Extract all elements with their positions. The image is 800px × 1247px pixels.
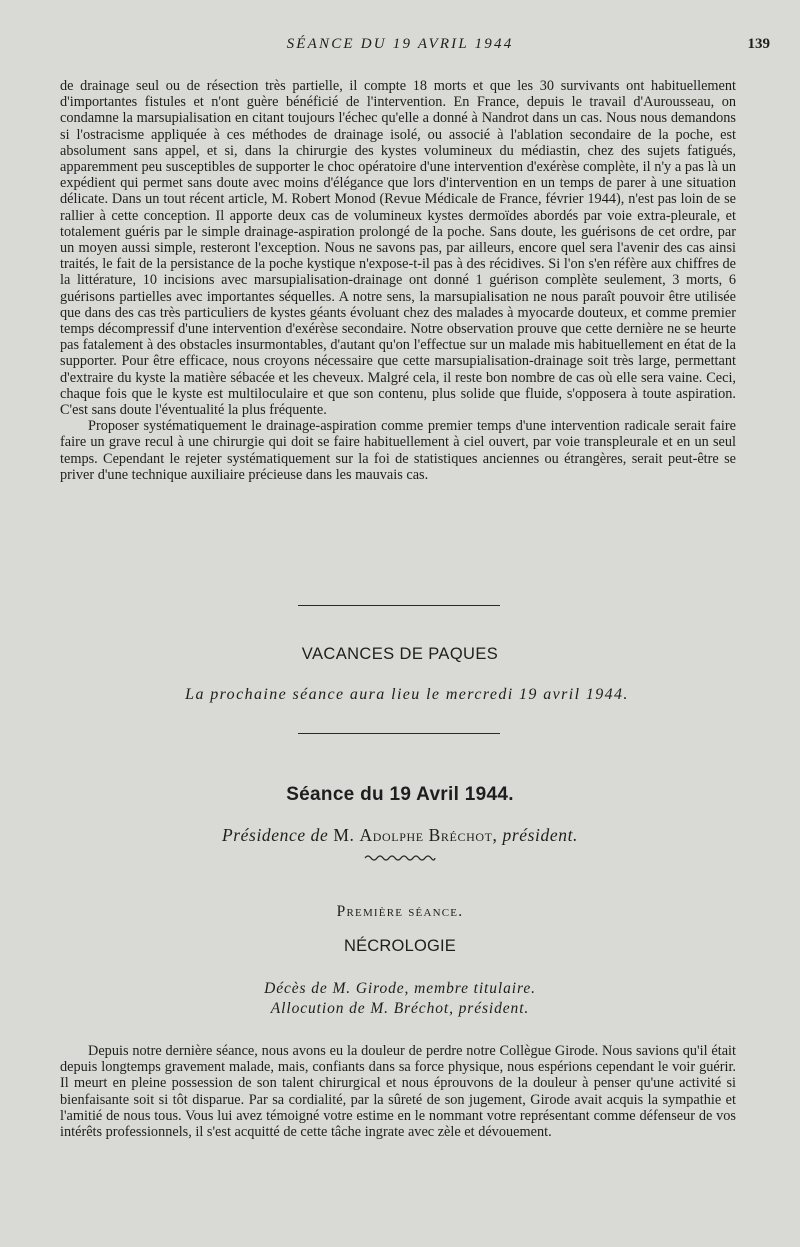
president-name: Adolphe Bréchot, — [359, 825, 498, 845]
section-divider — [298, 733, 500, 734]
vacances-heading: VACANCES DE PAQUES — [301, 645, 499, 663]
presidence-label: Présidence de — [221, 825, 329, 845]
page-number: 139 — [747, 36, 770, 52]
running-head — [0, 36, 800, 58]
paragraph: de drainage seul ou de résection très partielle, il compte 18 morts et que les 30 survivants ont habituellement d'importantes fistules et n'ont guère bénéficié de l'intervention. En France, depuis le travail d'Aurousseau, on condamne la marsupialisation en citant toujours l'échec qu'elle a donné à Nandrot dans un cas. Nous nous demandons si l'ostracisme appliquée à ces méthodes de drainage isolé, ou associé à l'ablation secondaire de la poche, est absolument sans appel, et si, dans la chirurgie des kystes volumineux du médiastin, chez des sujets fatigués, apparemment peu susceptibles de supporter le choc opératoire d'une intervention d'exérèse complète, il n'y a pas là un expédient qui permet sans doute avec moins d'élégance que lors d'intervention en un temps de parer à une situation délicate. Dans un tout récent article, M. Robert Monod (Revue Médicale de France, février 1944), n'est pas loin de se rallier à cette conception. Il apporte deux cas de volumineux kystes dermoïdes abordés par voie extra-pleurale, et totalement guéris par le simple drainage-aspiration prolongé de la poche. Sans doute, les guérisons de cet ordre, par un moyen aussi simple, resteront l'exception. Nous ne savons pas, par ailleurs, encore quel sera l'avenir des cas ainsi traités, le fait de la persistance de la poche kystique n'expose-t-il pas à des récidives. Si l'on s'en réfère aux chiffres de la littérature, 10 incisions avec marsupialisation-drainage ont donné 1 guérison complète seulement, 3 morts, 6 guérisons partielles avec importantes séquelles. A notre sens, la marsupialisation ne nous paraît pouvoir être utilisée que dans des cas très particuliers de kystes géants évoluant chez des malades à myocarde douteux, et comme premier temps décompressif d'une intervention d'exérèse secondaire. Notre observation prouve que cette dernière ne se heurte pas fatalement à des obstacles insurmontables, d'autant qu'on l'effectue sur un malade mis habituellement en état de la supporter. Pour être efficace, nous croyons nécessaire que cette marsupialisation-drainage soit très large, permettant d'extraire du kyste la matière sébacée et les cheveux. Malgré cela, il reste bon nombre de cas où elle sera vaine. Ceci, chaque fois que le kyste est multiloculaire et que son contenu, plus solide que fluide, s'opposera à toute aspiration. C'est sans doute l'éventualité la plus fréquente. — [60, 78, 736, 419]
necrologie-heading: NÉCROLOGIE — [343, 937, 457, 955]
wavy-ornament-icon — [364, 853, 436, 863]
presidence-line — [0, 825, 800, 846]
wavy-ornament — [0, 853, 800, 867]
seance-heading: Séance du 19 Avril 1944. — [286, 784, 514, 805]
vacances-note: La prochaine séance aura lieu le mercredi 19 avril 1944. — [185, 686, 629, 703]
paragraph: Depuis notre dernière séance, nous avons eu la douleur de perdre notre Collègue Girode. Nous savions qu'il était depuis longtemps gravement malade, mais, confiants dans sa force physique, nous espérions cependant le voir guérir. Il meurt en pleine possession de son talent chirurgical et nous éprouvons de la douleur à penser qu'une activité si bienfaisante soit si tôt disparue. Par sa cordialité, par la sûreté de son jugement, Girode avait acquis la sympathie et l'amitié de nous tous. Vous lui avez témoigné votre estime en le nommant votre représentant comme défenseur de vos intérêts professionnels, il s'est acquitté de cette tâche ingrate avec zèle et dévouement. — [60, 1043, 736, 1141]
president-title: M. — [333, 825, 355, 845]
article-conclusion — [60, 78, 736, 483]
running-title: SÉANCE DU 19 AVRIL 1944 — [286, 36, 514, 52]
deces-subtitle: Décès de M. Girode, membre titulaire. — [264, 980, 536, 997]
paragraph: Proposer systématiquement le drainage-aspiration comme premier temps d'une intervention radicale serait faire faire un grave recul à une chirurgie qui doit se faire habituellement à ciel ouvert, par voie transpleurale et en un seul temps. Cependant le rejeter systématiquement sur la foi de statistiques anciennes ou étrangères, serait peut-être se priver d'une technique auxiliaire précieuse dans les mauvais cas. — [60, 418, 736, 483]
allocution-subtitle: Allocution de M. Bréchot, président. — [270, 1000, 530, 1017]
necrologie-text — [60, 1043, 736, 1140]
president-role: président. — [502, 825, 579, 845]
section-divider — [298, 605, 500, 606]
premiere-seance-label: Première séance. — [336, 903, 464, 920]
